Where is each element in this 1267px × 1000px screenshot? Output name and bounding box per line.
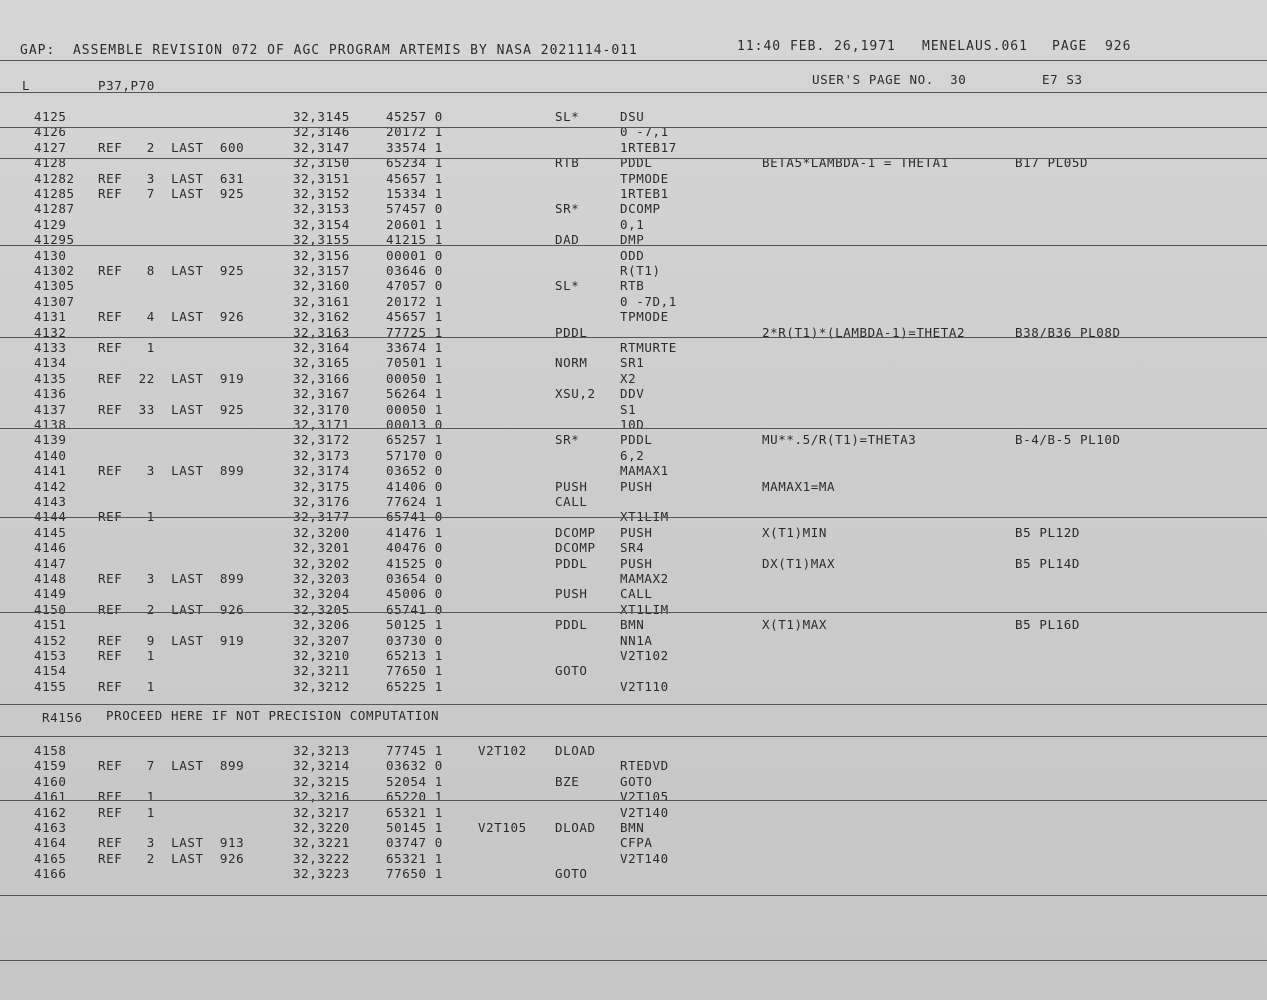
ref-field: REF 3 LAST 899	[98, 463, 245, 479]
operand: BMN	[620, 820, 645, 835]
line-number: 41285	[34, 186, 75, 201]
listing-tag: E7 S3	[1042, 72, 1083, 87]
operand: DSU	[620, 109, 645, 124]
address-field: 32,3161	[293, 293, 350, 309]
address-field: 32,3157	[293, 263, 350, 278]
line-number: 4152	[34, 632, 67, 648]
address-field: 32,3200	[293, 524, 350, 540]
line-number: 4139	[34, 432, 67, 448]
opcode: XSU,2	[555, 386, 596, 402]
ref-field: REF 1	[98, 678, 155, 694]
ref-field: REF 2 LAST 926	[98, 601, 245, 617]
operand: MAMAX2	[620, 571, 669, 586]
ref-field: REF 8 LAST 925	[98, 263, 245, 278]
opcode: PUSH	[555, 586, 588, 602]
address-field: 32,3153	[293, 201, 350, 217]
address-field: 32,3171	[293, 417, 350, 432]
line-number: 4146	[34, 540, 67, 556]
ref-field: REF 1	[98, 340, 155, 355]
address-field: 32,3217	[293, 804, 350, 820]
paper-rule	[0, 517, 1267, 518]
address-field: 32,3212	[293, 678, 350, 694]
routine-label: P37,P70	[98, 78, 155, 93]
line-number: 4142	[34, 478, 67, 494]
address-field: 32,3210	[293, 648, 350, 663]
line-number: 41302	[34, 263, 75, 278]
operand: TPMODE	[620, 170, 669, 186]
octal-word: 65220 1	[386, 789, 443, 805]
octal-word: 41476 1	[386, 524, 443, 540]
opcode: CALL	[555, 494, 588, 509]
octal-word: 70501 1	[386, 355, 443, 371]
opcode: DAD	[555, 232, 580, 248]
operand: TPMODE	[620, 309, 669, 325]
octal-word: 50125 1	[386, 617, 443, 633]
section-note-text: PROCEED HERE IF NOT PRECISION COMPUTATION	[106, 708, 440, 723]
operand: PUSH	[620, 524, 653, 540]
address-field: 32,3216	[293, 789, 350, 805]
octal-word: 65213 1	[386, 648, 443, 663]
address-field: 32,3215	[293, 773, 350, 789]
operand: V2T140	[620, 850, 669, 866]
opcode: SR*	[555, 432, 580, 448]
address-field: 32,3155	[293, 232, 350, 248]
section-note-line: R4156	[42, 710, 83, 725]
operand: 1RTEB17	[620, 139, 677, 155]
ref-field: REF 4 LAST 926	[98, 309, 245, 325]
line-number: 41295	[34, 232, 75, 248]
operand: 0 -7D,1	[620, 293, 677, 309]
octal-word: 03646 0	[386, 263, 443, 278]
octal-word: 65741 0	[386, 509, 443, 525]
address-field: 32,3147	[293, 139, 350, 155]
operand: SR4	[620, 540, 645, 556]
opcode: SR*	[555, 201, 580, 217]
line-number: 4162	[34, 804, 67, 820]
symbol-label: V2T102	[478, 743, 527, 758]
octal-word: 03654 0	[386, 571, 443, 586]
octal-word: 52054 1	[386, 773, 443, 789]
ref-field: REF 3 LAST 913	[98, 835, 245, 851]
octal-word: 33674 1	[386, 340, 443, 355]
octal-word: 41406 0	[386, 478, 443, 494]
opcode: DCOMP	[555, 524, 596, 540]
operand: 10D	[620, 417, 645, 432]
ref-field: REF 2 LAST 600	[98, 139, 245, 155]
ref-field: REF 9 LAST 919	[98, 632, 245, 648]
address-field: 32,3221	[293, 835, 350, 851]
comment: X(T1)MIN	[762, 524, 828, 540]
operand: SR1	[620, 355, 645, 371]
listing-time-date: 11:40 FEB. 26,1971	[737, 39, 896, 54]
address-field: 32,3167	[293, 386, 350, 402]
octal-word: 77624 1	[386, 494, 443, 509]
octal-word: 65321 1	[386, 850, 443, 866]
octal-word: 20172 1	[386, 293, 443, 309]
octal-word: 77725 1	[386, 324, 443, 340]
line-number: 4134	[34, 355, 67, 371]
octal-word: 45257 0	[386, 109, 443, 124]
address-field: 32,3177	[293, 509, 350, 525]
address-field: 32,3222	[293, 850, 350, 866]
operand: XT1LIM	[620, 601, 669, 617]
comment-scaling: B5 PL16D	[1015, 617, 1081, 633]
address-field: 32,3165	[293, 355, 350, 371]
octal-word: 77650 1	[386, 866, 443, 882]
line-number: 41287	[34, 201, 75, 217]
operand: V2T105	[620, 789, 669, 805]
comment-scaling: B17 PL05D	[1015, 155, 1089, 171]
address-field: 32,3170	[293, 401, 350, 417]
operand: PUSH	[620, 478, 653, 494]
paper-rule	[0, 704, 1267, 705]
opcode: GOTO	[555, 663, 588, 679]
ref-field: REF 22 LAST 919	[98, 370, 245, 386]
line-number: 4163	[34, 820, 67, 835]
ref-field: REF 3 LAST 899	[98, 571, 245, 586]
operand: RTMURTE	[620, 340, 677, 355]
line-number: 4147	[34, 555, 67, 571]
line-number: 4153	[34, 648, 67, 663]
octal-word: 00001 0	[386, 247, 443, 263]
ref-field: REF 1	[98, 789, 155, 805]
octal-word: 03632 0	[386, 758, 443, 774]
line-number: 4132	[34, 324, 67, 340]
octal-word: 15334 1	[386, 186, 443, 201]
operand: PUSH	[620, 555, 653, 571]
line-number: 4155	[34, 678, 67, 694]
octal-word: 03730 0	[386, 632, 443, 648]
line-number: 4145	[34, 524, 67, 540]
users-page-label: USER'S PAGE NO. 30	[812, 72, 967, 87]
operand: X2	[620, 370, 637, 386]
octal-word: 03747 0	[386, 835, 443, 851]
octal-word: 33574 1	[386, 139, 443, 155]
octal-word: 45657 1	[386, 170, 443, 186]
line-number: 4166	[34, 866, 67, 882]
opcode: RTB	[555, 155, 580, 171]
address-field: 32,3154	[293, 216, 350, 232]
octal-word: 00013 0	[386, 417, 443, 432]
address-field: 32,3202	[293, 555, 350, 571]
opcode: BZE	[555, 773, 580, 789]
operand: 0 -7,1	[620, 124, 669, 140]
line-number: 4148	[34, 571, 67, 586]
comment-scaling: B38/B36 PL08D	[1015, 324, 1121, 340]
line-number: 4154	[34, 663, 67, 679]
paper-rule	[0, 245, 1267, 246]
operand: BMN	[620, 617, 645, 633]
octal-word: 65225 1	[386, 678, 443, 694]
address-field: 32,3156	[293, 247, 350, 263]
operand: DCOMP	[620, 201, 661, 217]
operand: DMP	[620, 232, 645, 248]
line-number: 4135	[34, 370, 67, 386]
comment: X(T1)MAX	[762, 617, 828, 633]
comment: 2*R(T1)*(LAMBDA-1)=THETA2	[762, 324, 966, 340]
opcode: DLOAD	[555, 743, 596, 758]
octal-word: 40476 0	[386, 540, 443, 556]
opcode: PDDL	[555, 555, 588, 571]
opcode: NORM	[555, 355, 588, 371]
paper-rule	[0, 612, 1267, 613]
line-number: 4125	[34, 109, 67, 124]
opcode: SL*	[555, 109, 580, 124]
comment: MU**.5/R(T1)=THETA3	[762, 432, 917, 448]
address-field: 32,3174	[293, 463, 350, 479]
operand: V2T102	[620, 648, 669, 663]
line-number: 4137	[34, 401, 67, 417]
paper-rule	[0, 895, 1267, 896]
address-field: 32,3204	[293, 586, 350, 602]
line-number: 4149	[34, 586, 67, 602]
operand: ODD	[620, 247, 645, 263]
line-number: 4161	[34, 789, 67, 805]
address-field: 32,3214	[293, 758, 350, 774]
opcode: PDDL	[555, 324, 588, 340]
operand: CFPA	[620, 835, 653, 851]
address-field: 32,3175	[293, 478, 350, 494]
opcode: DLOAD	[555, 820, 596, 835]
octal-word: 65257 1	[386, 432, 443, 448]
operand: PDDL	[620, 155, 653, 171]
address-field: 32,3151	[293, 170, 350, 186]
address-field: 32,3211	[293, 663, 350, 679]
line-number: 41282	[34, 170, 75, 186]
address-field: 32,3152	[293, 186, 350, 201]
operand: 1RTEB1	[620, 186, 669, 201]
opcode: SL*	[555, 278, 580, 294]
ref-field: REF 3 LAST 631	[98, 170, 245, 186]
octal-word: 57170 0	[386, 447, 443, 463]
address-field: 32,3145	[293, 109, 350, 124]
opcode: PUSH	[555, 478, 588, 494]
octal-word: 41525 0	[386, 555, 443, 571]
listing-page-number: PAGE 926	[1052, 39, 1132, 54]
octal-word: 00050 1	[386, 401, 443, 417]
operand: CALL	[620, 586, 653, 602]
line-number: 4141	[34, 463, 67, 479]
operand: NN1A	[620, 632, 653, 648]
octal-word: 03652 0	[386, 463, 443, 479]
line-number: 4165	[34, 850, 67, 866]
address-field: 32,3205	[293, 601, 350, 617]
ref-field: REF 2 LAST 926	[98, 850, 245, 866]
ref-field: REF 1	[98, 509, 155, 525]
symbol-label: V2T105	[478, 820, 527, 835]
octal-word: 20172 1	[386, 124, 443, 140]
line-number: 4150	[34, 601, 67, 617]
address-field: 32,3207	[293, 632, 350, 648]
operand: XT1LIM	[620, 509, 669, 525]
octal-word: 65234 1	[386, 155, 443, 171]
address-field: 32,3146	[293, 124, 350, 140]
operand: R(T1)	[620, 263, 661, 278]
comment-scaling: B5 PL12D	[1015, 524, 1081, 540]
operand: GOTO	[620, 773, 653, 789]
opcode: DCOMP	[555, 540, 596, 556]
left-mark: L	[22, 78, 31, 93]
octal-word: 00050 1	[386, 370, 443, 386]
line-number: 4128	[34, 155, 67, 171]
address-field: 32,3223	[293, 866, 350, 882]
operand: 0,1	[620, 216, 645, 232]
octal-word: 47057 0	[386, 278, 443, 294]
comment-scaling: B-4/B-5 PL10D	[1015, 432, 1121, 448]
operand: RTEDVD	[620, 758, 669, 774]
operand: MAMAX1	[620, 463, 669, 479]
line-number: 4159	[34, 758, 67, 774]
operand: DDV	[620, 386, 645, 402]
listing-source: MENELAUS.061	[922, 39, 1028, 54]
paper-rule	[0, 736, 1267, 737]
paper-rule	[0, 960, 1267, 961]
operand: 6,2	[620, 447, 645, 463]
ref-field: REF 33 LAST 925	[98, 401, 245, 417]
address-field: 32,3166	[293, 370, 350, 386]
line-number: 4136	[34, 386, 67, 402]
operand: V2T110	[620, 678, 669, 694]
header-rule	[0, 60, 1267, 61]
address-field: 32,3220	[293, 820, 350, 835]
line-number: 4151	[34, 617, 67, 633]
octal-word: 45006 0	[386, 586, 443, 602]
paper-rule	[0, 92, 1267, 93]
address-field: 32,3150	[293, 155, 350, 171]
address-field: 32,3201	[293, 540, 350, 556]
ref-field: REF 1	[98, 648, 155, 663]
address-field: 32,3206	[293, 617, 350, 633]
line-number: 4127	[34, 139, 67, 155]
operand: RTB	[620, 278, 645, 294]
operand: S1	[620, 401, 637, 417]
address-field: 32,3164	[293, 340, 350, 355]
octal-word: 57457 0	[386, 201, 443, 217]
line-number: 41307	[34, 293, 75, 309]
address-field: 32,3173	[293, 447, 350, 463]
line-number: 4158	[34, 743, 67, 758]
octal-word: 65741 0	[386, 601, 443, 617]
address-field: 32,3203	[293, 571, 350, 586]
address-field: 32,3162	[293, 309, 350, 325]
comment: DX(T1)MAX	[762, 555, 836, 571]
paper-rule	[0, 428, 1267, 429]
operand: V2T140	[620, 804, 669, 820]
octal-word: 56264 1	[386, 386, 443, 402]
address-field: 32,3163	[293, 324, 350, 340]
line-number: 4140	[34, 447, 67, 463]
octal-word: 45657 1	[386, 309, 443, 325]
line-number: 4164	[34, 835, 67, 851]
octal-word: 50145 1	[386, 820, 443, 835]
listing-banner: GAP: ASSEMBLE REVISION 072 OF AGC PROGRAM ARTEMIS BY NASA 2021114-011	[20, 43, 638, 58]
ref-field: REF 7 LAST 925	[98, 186, 245, 201]
address-field: 32,3172	[293, 432, 350, 448]
address-field: 32,3176	[293, 494, 350, 509]
line-number: 4160	[34, 773, 67, 789]
octal-word: 20601 1	[386, 216, 443, 232]
line-number: 4126	[34, 124, 67, 140]
opcode: PDDL	[555, 617, 588, 633]
line-number: 4129	[34, 216, 67, 232]
line-number: 4143	[34, 494, 67, 509]
octal-word: 65321 1	[386, 804, 443, 820]
octal-word: 41215 1	[386, 232, 443, 248]
paper-rule	[0, 800, 1267, 801]
paper-rule	[0, 127, 1267, 128]
line-number: 4144	[34, 509, 67, 525]
ref-field: REF 1	[98, 804, 155, 820]
line-number: 4130	[34, 247, 67, 263]
line-number: 4133	[34, 340, 67, 355]
address-field: 32,3160	[293, 278, 350, 294]
comment: BETA5*LAMBDA-1 = THETA1	[762, 155, 949, 171]
octal-word: 77650 1	[386, 663, 443, 679]
ref-field: REF 7 LAST 899	[98, 758, 245, 774]
comment-scaling: B5 PL14D	[1015, 555, 1081, 571]
opcode: GOTO	[555, 866, 588, 882]
paper-rule	[0, 337, 1267, 338]
address-field: 32,3213	[293, 743, 350, 758]
line-number: 41305	[34, 278, 75, 294]
comment: MAMAX1=MA	[762, 478, 836, 494]
line-number: 4131	[34, 309, 67, 325]
line-number: 4138	[34, 417, 67, 432]
paper-rule	[0, 158, 1267, 159]
operand: PDDL	[620, 432, 653, 448]
octal-word: 77745 1	[386, 743, 443, 758]
